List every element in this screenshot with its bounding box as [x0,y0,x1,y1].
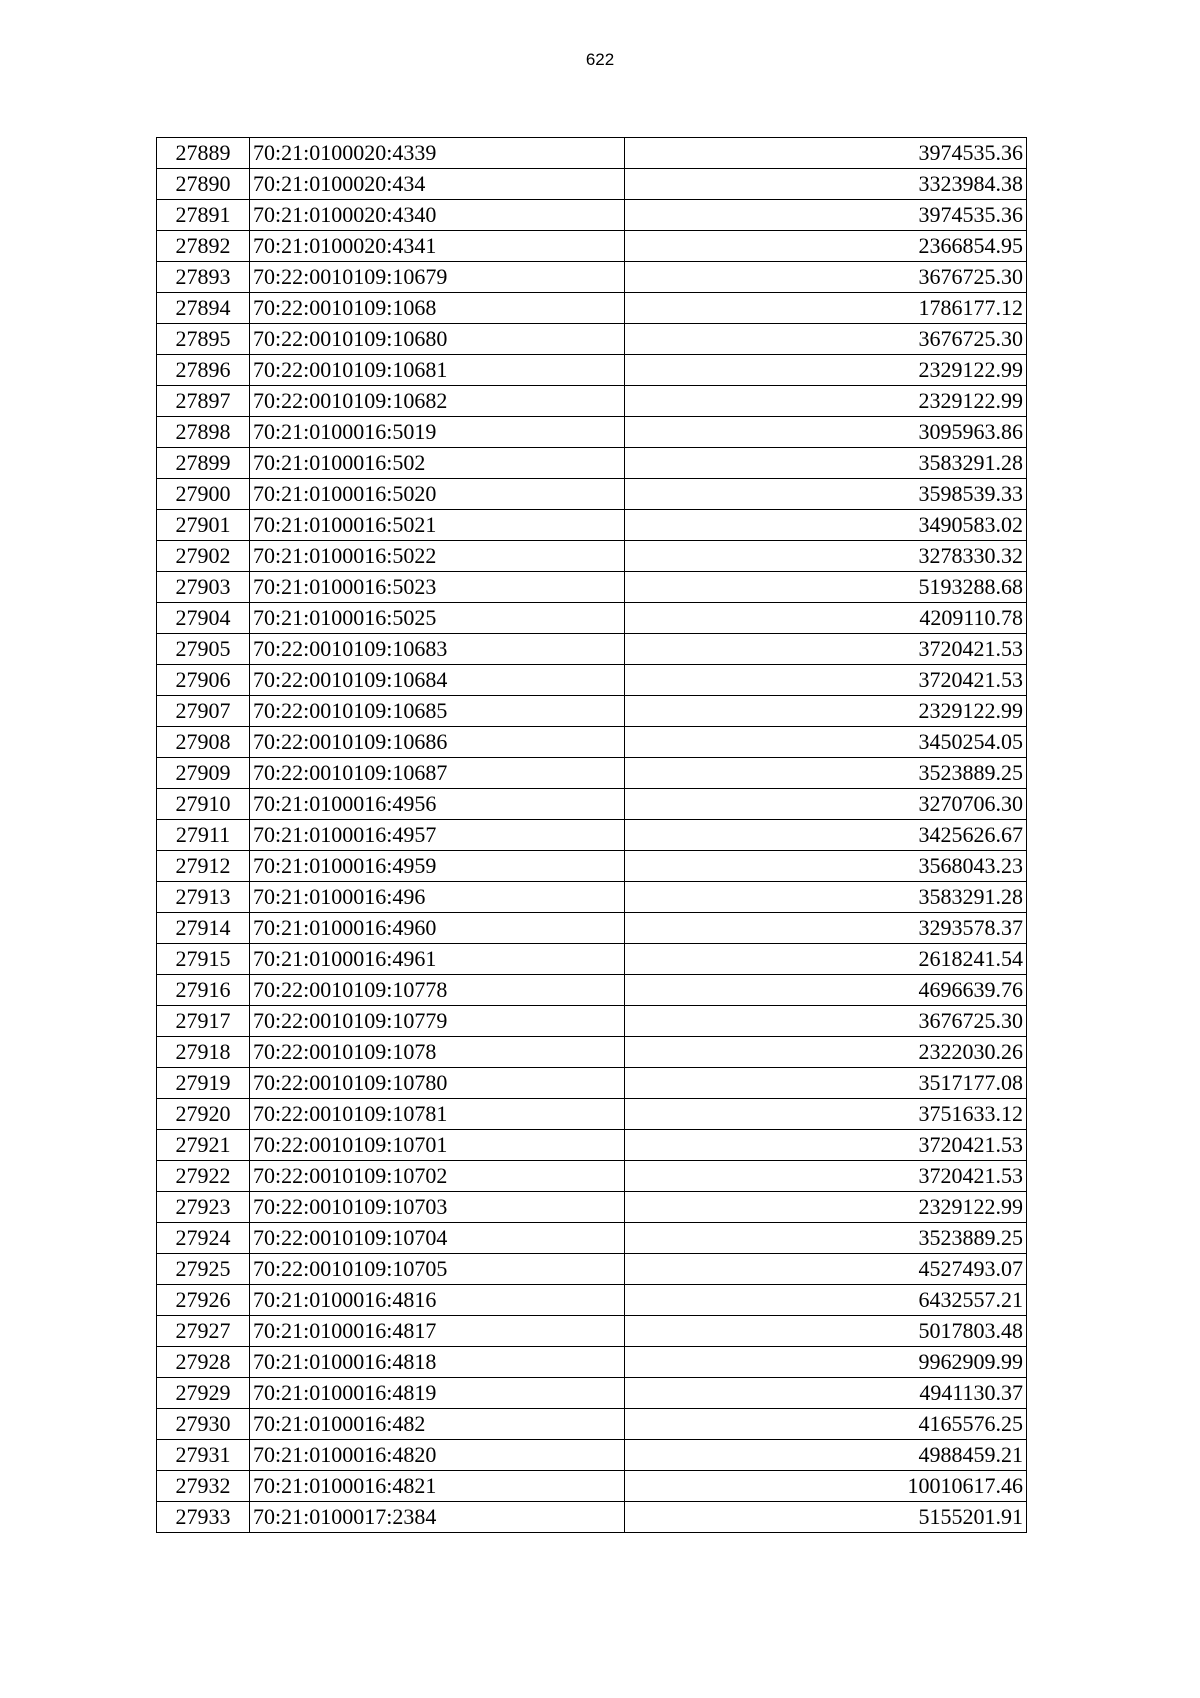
cadastral-value: 3270706.30 [625,789,1027,820]
cadastral-value: 3425626.67 [625,820,1027,851]
cadastral-value: 2329122.99 [625,355,1027,386]
cadastral-value: 4165576.25 [625,1409,1027,1440]
row-number: 27904 [157,603,250,634]
cadastral-value: 3095963.86 [625,417,1027,448]
row-number: 27893 [157,262,250,293]
cadastral-value: 9962909.99 [625,1347,1027,1378]
cadastral-number: 70:22:0010109:10705 [250,1254,625,1285]
table-row [157,1254,1027,1285]
cadastral-value: 1786177.12 [625,293,1027,324]
table-row [157,913,1027,944]
table-row [157,1409,1027,1440]
cadastral-value: 3720421.53 [625,1161,1027,1192]
cadastral-value: 4527493.07 [625,1254,1027,1285]
table-row [157,1223,1027,1254]
table-row [157,1006,1027,1037]
cadastral-value: 3583291.28 [625,882,1027,913]
cadastral-number: 70:22:0010109:10701 [250,1130,625,1161]
cadastral-number: 70:22:0010109:10703 [250,1192,625,1223]
cadastral-value: 5193288.68 [625,572,1027,603]
table-row [157,1099,1027,1130]
cadastral-value: 4988459.21 [625,1440,1027,1471]
cadastral-value: 2329122.99 [625,1192,1027,1223]
cadastral-value: 3490583.02 [625,510,1027,541]
table-row [157,851,1027,882]
cadastral-value: 2322030.26 [625,1037,1027,1068]
cadastral-number: 70:21:0100016:502 [250,448,625,479]
cadastral-value: 2366854.95 [625,231,1027,262]
table-row [157,1285,1027,1316]
row-number: 27921 [157,1130,250,1161]
table-row [157,386,1027,417]
table-row [157,510,1027,541]
cadastral-value: 5155201.91 [625,1502,1027,1533]
table-row [157,1502,1027,1533]
cadastral-number: 70:21:0100016:4960 [250,913,625,944]
cadastral-number: 70:21:0100016:4820 [250,1440,625,1471]
cadastral-value: 6432557.21 [625,1285,1027,1316]
cadastral-value: 3720421.53 [625,665,1027,696]
table-row [157,1440,1027,1471]
row-number: 27928 [157,1347,250,1378]
cadastral-value: 3676725.30 [625,324,1027,355]
cadastral-number: 70:22:0010109:10686 [250,727,625,758]
row-number: 27924 [157,1223,250,1254]
cadastral-value: 3323984.38 [625,169,1027,200]
table-row [157,603,1027,634]
row-number: 27905 [157,634,250,665]
table-row [157,1068,1027,1099]
cadastral-value: 3720421.53 [625,1130,1027,1161]
row-number: 27918 [157,1037,250,1068]
table-row [157,1471,1027,1502]
cadastral-value: 3751633.12 [625,1099,1027,1130]
cadastral-number: 70:22:0010109:10781 [250,1099,625,1130]
table-row [157,1037,1027,1068]
table-row [157,231,1027,262]
table-row [157,1130,1027,1161]
table-row [157,293,1027,324]
table-row [157,1347,1027,1378]
table-row [157,448,1027,479]
table-row [157,262,1027,293]
row-number: 27894 [157,293,250,324]
table-row [157,138,1027,169]
row-number: 27916 [157,975,250,1006]
table-row [157,975,1027,1006]
row-number: 27898 [157,417,250,448]
row-number: 27914 [157,913,250,944]
cadastral-number: 70:22:0010109:10780 [250,1068,625,1099]
table-row [157,820,1027,851]
row-number: 27895 [157,324,250,355]
row-number: 27892 [157,231,250,262]
cadastral-number: 70:22:0010109:10680 [250,324,625,355]
cadastral-number: 70:22:0010109:10685 [250,696,625,727]
cadastral-number: 70:21:0100020:4341 [250,231,625,262]
cadastral-value: 3974535.36 [625,138,1027,169]
cadastral-value: 3720421.53 [625,634,1027,665]
cadastral-number: 70:21:0100016:496 [250,882,625,913]
cadastral-value: 3450254.05 [625,727,1027,758]
cadastral-number: 70:22:0010109:10684 [250,665,625,696]
cadastral-number: 70:22:0010109:10778 [250,975,625,1006]
cadastral-value: 5017803.48 [625,1316,1027,1347]
row-number: 27897 [157,386,250,417]
cadastral-number: 70:21:0100016:4959 [250,851,625,882]
row-number: 27890 [157,169,250,200]
cadastral-value: 4941130.37 [625,1378,1027,1409]
cadastral-value: 10010617.46 [625,1471,1027,1502]
cadastral-number: 70:21:0100016:4821 [250,1471,625,1502]
cadastral-value-table [156,137,1027,1533]
cadastral-number: 70:21:0100016:4961 [250,944,625,975]
cadastral-number: 70:22:0010109:10683 [250,634,625,665]
cadastral-number: 70:21:0100016:5025 [250,603,625,634]
row-number: 27889 [157,138,250,169]
table-row [157,1192,1027,1223]
row-number: 27900 [157,479,250,510]
table-row [157,479,1027,510]
table-body [157,138,1027,1533]
row-number: 27915 [157,944,250,975]
cadastral-value: 2329122.99 [625,696,1027,727]
row-number: 27903 [157,572,250,603]
cadastral-value: 3278330.32 [625,541,1027,572]
cadastral-number: 70:21:0100017:2384 [250,1502,625,1533]
table-row [157,758,1027,789]
row-number: 27931 [157,1440,250,1471]
table-row [157,882,1027,913]
table-row [157,355,1027,386]
cadastral-value: 3598539.33 [625,479,1027,510]
row-number: 27908 [157,727,250,758]
row-number: 27925 [157,1254,250,1285]
cadastral-value: 3583291.28 [625,448,1027,479]
row-number: 27902 [157,541,250,572]
row-number: 27919 [157,1068,250,1099]
row-number: 27933 [157,1502,250,1533]
cadastral-number: 70:21:0100016:5022 [250,541,625,572]
cadastral-number: 70:21:0100016:5020 [250,479,625,510]
cadastral-value: 3568043.23 [625,851,1027,882]
row-number: 27927 [157,1316,250,1347]
cadastral-number: 70:21:0100016:5019 [250,417,625,448]
row-number: 27926 [157,1285,250,1316]
cadastral-number: 70:21:0100016:4956 [250,789,625,820]
cadastral-number: 70:21:0100016:4817 [250,1316,625,1347]
table-row [157,727,1027,758]
cadastral-number: 70:21:0100020:4340 [250,200,625,231]
table-row [157,634,1027,665]
row-number: 27891 [157,200,250,231]
cadastral-value: 3517177.08 [625,1068,1027,1099]
cadastral-value: 2618241.54 [625,944,1027,975]
cadastral-value: 3974535.36 [625,200,1027,231]
cadastral-number: 70:21:0100020:4339 [250,138,625,169]
row-number: 27896 [157,355,250,386]
row-number: 27929 [157,1378,250,1409]
table-row [157,324,1027,355]
table-row [157,417,1027,448]
cadastral-value: 4696639.76 [625,975,1027,1006]
row-number: 27922 [157,1161,250,1192]
row-number: 27907 [157,696,250,727]
cadastral-number: 70:22:0010109:10687 [250,758,625,789]
table-row [157,665,1027,696]
row-number: 27901 [157,510,250,541]
table-row [157,200,1027,231]
table-row [157,1161,1027,1192]
cadastral-number: 70:21:0100020:434 [250,169,625,200]
table-row [157,169,1027,200]
row-number: 27912 [157,851,250,882]
cadastral-value: 3523889.25 [625,758,1027,789]
page-number: 622 [585,50,615,69]
table-row [157,1378,1027,1409]
row-number: 27910 [157,789,250,820]
cadastral-number: 70:22:0010109:10681 [250,355,625,386]
cadastral-number: 70:22:0010109:10679 [250,262,625,293]
cadastral-number: 70:21:0100016:4818 [250,1347,625,1378]
row-number: 27911 [157,820,250,851]
table-row [157,541,1027,572]
row-number: 27906 [157,665,250,696]
cadastral-number: 70:21:0100016:4957 [250,820,625,851]
cadastral-number: 70:22:0010109:10702 [250,1161,625,1192]
cadastral-value: 3676725.30 [625,262,1027,293]
cadastral-value: 2329122.99 [625,386,1027,417]
row-number: 27913 [157,882,250,913]
row-number: 27917 [157,1006,250,1037]
cadastral-value: 3676725.30 [625,1006,1027,1037]
table-row [157,789,1027,820]
cadastral-number: 70:22:0010109:1068 [250,293,625,324]
row-number: 27930 [157,1409,250,1440]
cadastral-number: 70:21:0100016:5021 [250,510,625,541]
table-row [157,1316,1027,1347]
cadastral-number: 70:21:0100016:4819 [250,1378,625,1409]
cadastral-value: 3293578.37 [625,913,1027,944]
row-number: 27932 [157,1471,250,1502]
table-row [157,944,1027,975]
cadastral-number: 70:22:0010109:10779 [250,1006,625,1037]
cadastral-number: 70:22:0010109:1078 [250,1037,625,1068]
row-number: 27923 [157,1192,250,1223]
cadastral-number: 70:22:0010109:10682 [250,386,625,417]
cadastral-value: 3523889.25 [625,1223,1027,1254]
cadastral-number: 70:21:0100016:482 [250,1409,625,1440]
cadastral-value: 4209110.78 [625,603,1027,634]
row-number: 27909 [157,758,250,789]
table-row [157,696,1027,727]
row-number: 27920 [157,1099,250,1130]
row-number: 27899 [157,448,250,479]
cadastral-number: 70:21:0100016:5023 [250,572,625,603]
table-row [157,572,1027,603]
cadastral-number: 70:22:0010109:10704 [250,1223,625,1254]
cadastral-number: 70:21:0100016:4816 [250,1285,625,1316]
